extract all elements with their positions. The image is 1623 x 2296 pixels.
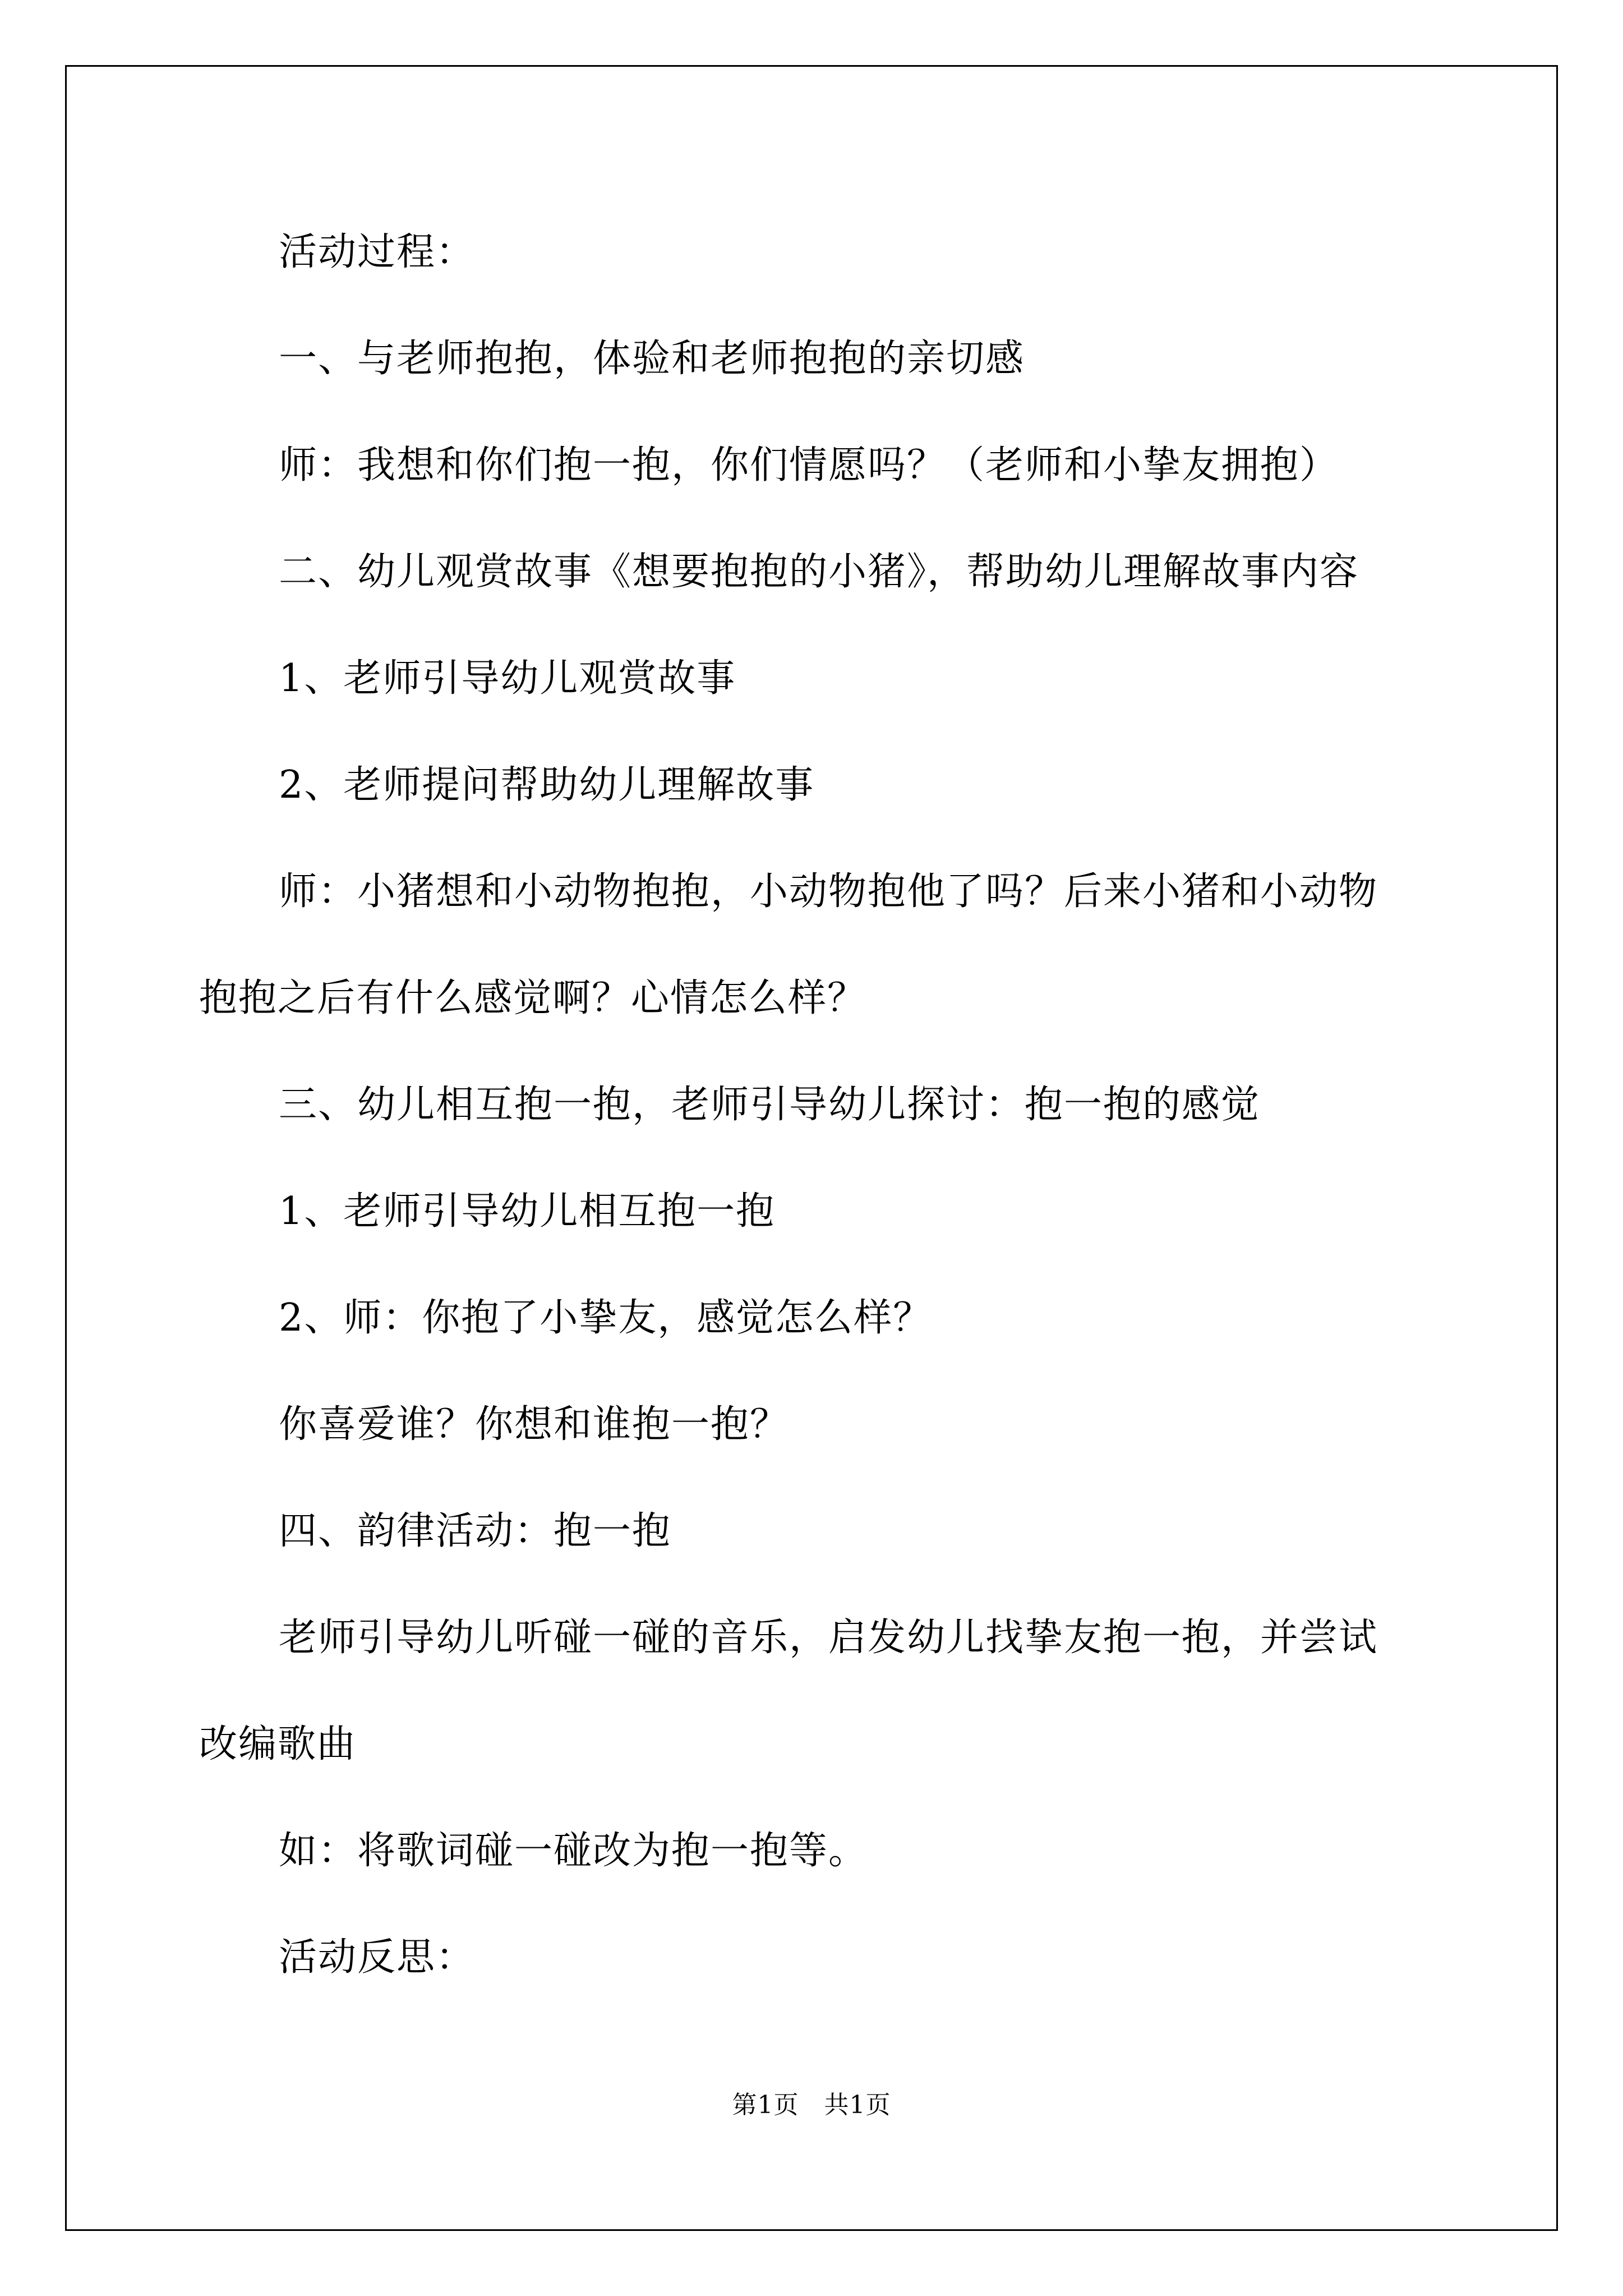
step-three-heading: 三、幼儿相互抱一抱，老师引导幼儿探讨：抱一抱的感觉 [279, 1083, 1261, 1127]
teacher-line-1: 师：我想和你们抱一抱，你们情愿吗？（老师和小挚友拥抱） [279, 443, 1339, 487]
section-heading-reflection: 活动反思： [279, 1935, 476, 1980]
step-four-text-line-2: 改编歌曲 [199, 1722, 357, 1766]
step-one-heading: 一、与老师抱抱，体验和老师抱抱的亲切感 [279, 337, 1025, 381]
step-four-heading: 四、韵律活动：抱一抱 [279, 1509, 672, 1553]
teacher-question-line-1: 师：小猪想和小动物抱抱，小动物抱他了吗？后来小猪和小动物 [279, 869, 1378, 914]
step-four-text-line-1: 老师引导幼儿听碰一碰的音乐，启发幼儿找挚友抱一抱，并尝试 [279, 1616, 1378, 1660]
step-four-example: 如：将歌词碰一碰改为抱一抱等。 [279, 1829, 868, 1873]
step-two-item-1: 1、老师引导幼儿观赏故事 [279, 656, 736, 701]
teacher-question-line-2: 抱抱之后有什么感觉啊？心情怎么样？ [199, 976, 867, 1020]
step-two-heading: 二、幼儿观赏故事《想要抱抱的小猪》，帮助幼儿理解故事内容 [279, 550, 1359, 594]
page-number-footer: 第1页 共1页 [732, 2091, 891, 2119]
step-two-item-2: 2、老师提问帮助幼儿理解故事 [279, 763, 815, 807]
section-heading-process: 活动过程： [279, 230, 476, 274]
step-three-question: 你喜爱谁？你想和谁抱一抱？ [279, 1402, 790, 1447]
step-three-item-1: 1、老师引导幼儿相互抱一抱 [279, 1189, 776, 1234]
step-three-item-2: 2、师：你抱了小挚友，感觉怎么样？ [279, 1296, 933, 1340]
